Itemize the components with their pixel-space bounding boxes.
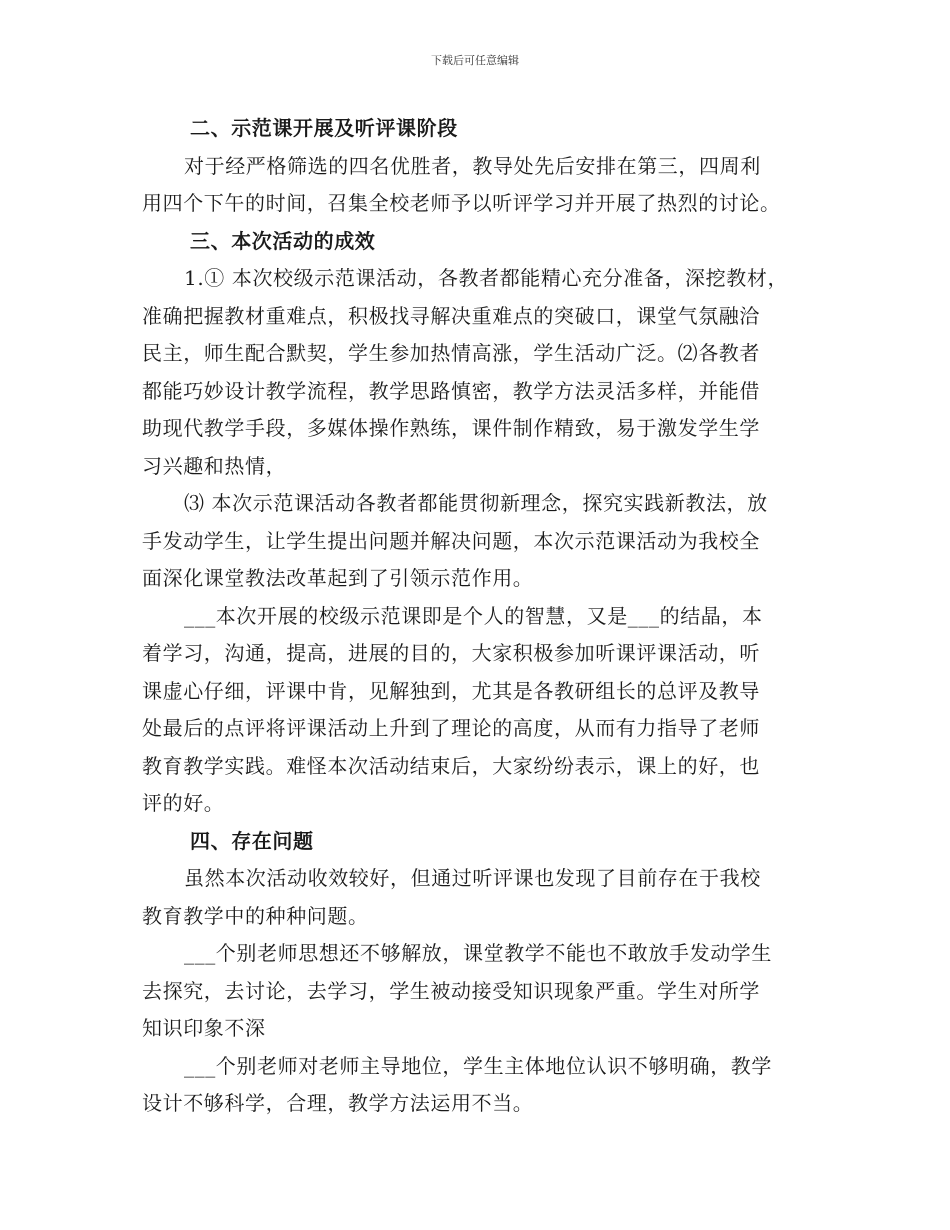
paragraph-line: 设计不够科学，合理，教学方法运用不当。 [142,1091,534,1115]
paragraph-line: ___本次开展的校级示范课即是个人的智慧，又是___的结晶，本 [184,603,763,628]
paragraph-line: 着学习，沟通，提高，进展的目的，大家积极参加听课评课活动，听 [142,641,760,665]
section-heading-3: 三、本次活动的成效 [190,228,376,253]
paragraph-line: 课虚心仔细，评课中肯，见解独到，尤其是各教研组长的总评及教导 [142,678,760,703]
paragraph-line: 面深化课堂教法改革起到了引领示范作用。 [142,566,534,590]
document-body [142,110,812,1123]
paragraph-line: 都能巧妙设计教学流程，教学思路慎密，教学方法灵活多样，并能借 [142,378,760,403]
paragraph-line: 处最后的点评将评课活动上升到了理论的高度，从而有力指导了老师 [142,716,760,740]
paragraph-line: 教育教学实践。难怪本次活动结束后，大家纷纷表示，课上的好，也 [142,753,760,778]
paragraph-line: 1.① 本次校级示范课活动，各教者都能精心充分准备，深挖教材， [184,266,789,290]
paragraph-line: 评的好。 [142,791,225,815]
paragraph-line: 虽然本次活动收效较好，但通过听评课也发现了目前存在于我校 [184,866,761,890]
section-heading-2: 二、示范课开展及听评课阶段 [190,116,458,140]
paragraph-line: ___个别老师思想还不够解放，课堂教学不能也不敢放手发动学生 [184,941,772,965]
paragraph-line: ⑶ 本次示范课活动各教者都能贯彻新理念，探究实践新教法，放 [184,491,768,515]
paragraph-line: 民主，师生配合默契，学生参加热情高涨，学生活动广泛。⑵各教者 [142,341,760,365]
paragraph-line: 准确把握教材重难点，积极找寻解决重难点的突破口，课堂气氛融洽 [142,303,760,328]
paragraph-line: 习兴趣和热情， [142,453,287,478]
paragraph-line: 知识印象不深 [142,1016,266,1040]
paragraph-line: 助现代教学手段，多媒体操作熟练，课件制作精致，易于激发学生学 [142,416,760,440]
paragraph-line: 教育教学中的种种问题。 [142,903,369,928]
paragraph-line: ___个别老师对老师主导地位，学生主体地位认识不够明确，教学 [184,1053,772,1078]
paragraph-line: 去探究，去讨论，去学习，学生被动接受知识现象严重。学生对所学 [142,978,760,1003]
paragraph-line: 手发动学生，让学生提出问题并解决问题，本次示范课活动为我校全 [142,528,760,553]
page-header: 下载后可任意编辑 [431,54,519,67]
section-heading-4: 四、存在问题 [190,828,314,853]
paragraph-line: 对于经严格筛选的四名优胜者，教导处先后安排在第三，四周利 [184,153,761,178]
paragraph-line: 用四个下午的时间，召集全校老师予以听评学习并开展了热烈的讨论。 [142,191,781,215]
